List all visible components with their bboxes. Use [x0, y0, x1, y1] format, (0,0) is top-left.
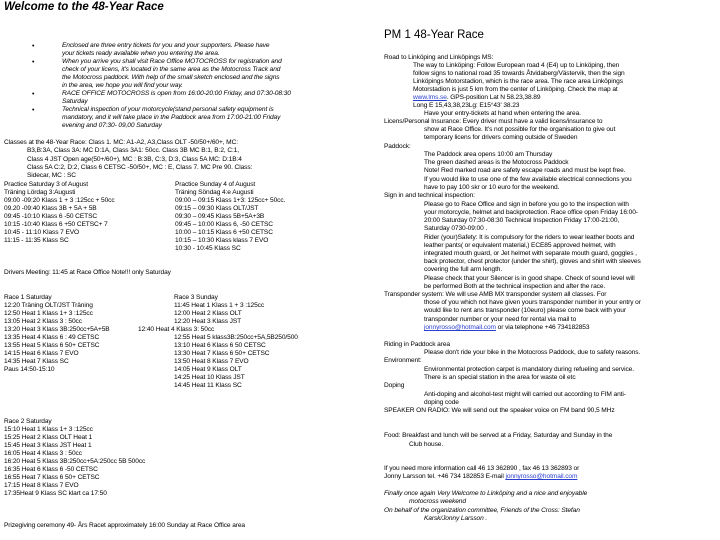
- practice-cell: 10:00 – 10:15 Klass 6 +50 CETSC: [175, 229, 273, 236]
- race-cell: 12:20 Heat 3 Klass JST: [174, 318, 242, 325]
- riding-line: Please don't ride your bike in the Motocross Paddock, due to safety reasons.: [424, 349, 641, 356]
- email-link-2[interactable]: jonnyrosso@hotmail.com: [505, 473, 578, 480]
- doping-heading: Doping: [384, 382, 405, 389]
- race-cell: 12:50 Heat 1 Klass 1+ 3 :125cc: [4, 310, 93, 317]
- classes-line: Class 5A C:2, D:2, Class 6 CETSC -50/50+, MC : E, Class 7. MC Pre 90. Class:: [27, 164, 253, 171]
- bullet-dot: •: [32, 91, 35, 98]
- practice-cell: 09:45 – 10:00 Klass 6, -50 CETSC: [175, 221, 273, 228]
- speaker-line: SPEAKER ON RADIO: We will send out the speaker voice on FM band 90,5 MHz: [384, 407, 615, 414]
- practice-cell: 09:30 – 09:45 Klass 5B+5A+3B: [175, 213, 265, 220]
- race2-line: 16:55 Heat 7 Klass 6 50+ CETSC: [4, 474, 100, 481]
- practice-cell: 10:15 -10:40 Klass 6 +50 CETSC+ 7: [4, 221, 108, 228]
- bullet-line: Saturday: [62, 98, 88, 105]
- food-line: Club house.: [409, 441, 444, 448]
- race-cell: Paus 14:50-15:10: [4, 366, 55, 373]
- left-title: Welcome to the 48-Year Race: [4, 1, 164, 13]
- bullet-line: Technical inspection of your motorcycle(stand personal safety equipment is: [62, 106, 274, 113]
- race-cell: 13:05 Heat 2 Klass 3 : 50cc: [4, 318, 82, 325]
- race-cell: 14:45 Heat 11 Klass SC: [174, 382, 242, 389]
- bullet-line: your tickets ready available when you entering the area.: [62, 50, 220, 57]
- road-line: follow signs to national road 35 towards Åtvidaberg/Västervik, then the sign: [413, 70, 625, 77]
- race-cell: 12:40 Heat 4 Klass 3: 50cc: [138, 326, 215, 333]
- sign-line: Please check that your Silencer is in good shape. Check of sound level will: [424, 275, 635, 282]
- contact-text: Jonny Larsson tel. +46 734 182853 E-mail: [384, 473, 506, 480]
- lms-link[interactable]: www.lms.se: [413, 94, 447, 101]
- paddock-line: Note! Red marked road are safety escape roads and must be kept free.: [424, 167, 626, 174]
- race2-line: 17:15 Heat 8 Klass 7 EVO: [4, 482, 79, 489]
- road-line: Linköpings Motorstadion, which is the race area. The race area Linköpings: [413, 78, 623, 85]
- sign-line: Rider (your)Safety: It is compulsory for the riders to wear leather boots and: [424, 234, 635, 241]
- bullet-line: check of your licens, it's located in the same area as the Motocross Track and: [62, 66, 281, 73]
- environment-line: There is an special station in the area for waste oil etc: [424, 374, 576, 381]
- race-cell: 12:55 Heat 5 klass3B:250cc+5A,5B250/500: [174, 334, 298, 341]
- race-cell: 13:20 Heat 3 Klass 3B:250cc+5A+5B: [4, 326, 110, 333]
- race-cell: 14:35 Heat 7 Klass SC: [4, 358, 69, 365]
- closing-line: Finally once again Very Welcome to Linköping and a nice and enjoyable: [384, 490, 588, 497]
- race2-line: 16:05 Heat 4 Klass 3 : 50cc: [4, 450, 82, 457]
- license-line: show at Race Office. It's not possible for the organisation to give out: [424, 126, 616, 133]
- bullet-line: RACE OFFICE MOTOCROSS is open from 16:00-20:00 Friday, and 07:30-08:30: [62, 90, 291, 97]
- paddock-line: The Paddock area opens 10:00 am Thursday: [424, 151, 553, 158]
- classes-line: Classes at the 48-Year Race: Class 1. MC: A1-A2, A3,Class OLT -50/50+/60+, MC:: [4, 139, 238, 146]
- practice-cell: 10:45 - 11:10 Klass 7 EVO: [4, 229, 80, 236]
- practice-cell: 09.20 -09:40 Klass 3B + 5A + 5B: [4, 205, 97, 212]
- practice-cell: Practice Sunday 4 of August: [175, 181, 256, 188]
- license-line: Have your entry-tickets at hand when entering the area.: [424, 110, 581, 117]
- race-cell: 13:10 Heat 6 Klass 6 50 CETSC: [174, 342, 266, 349]
- sign-heading: Sign in and technical inspection:: [384, 192, 475, 199]
- race-cell: 13:50 Heat 8 Klass 7 EVO: [174, 358, 249, 365]
- transponder-line: those of you which not have given yours transponder number in your entry or: [424, 299, 641, 306]
- race2-line: 17:35Heat 9 Klass SC klart ca 17:50: [4, 490, 107, 497]
- race-cell: 14:05 Heat 9 Klass OLT: [174, 366, 242, 373]
- phone-text: or via telephone +46 734182853: [495, 324, 590, 331]
- practice-cell: 10:15 – 10:30 Klass klass 7 EVO: [175, 237, 269, 244]
- paddock-line: The green dashed areas is the Motocross Paddock: [424, 159, 569, 166]
- practice-cell: 09:00 -09:20 Klass 1 + 3 :125cc + 50cc: [4, 197, 115, 204]
- paddock-line: have to pay 100 skr or 10 euro for the weekend.: [424, 184, 560, 191]
- environment-line: Environmental protection carpet is mandatory during refueling and service.: [424, 366, 634, 373]
- right-title: PM 1 48-Year Race: [384, 29, 484, 41]
- transponder-line: transponder number or your need for rental via mail to: [424, 316, 577, 323]
- bullet-line: the Motocross paddock. With help of the small sketch enclosed and the signs: [62, 74, 280, 81]
- practice-cell: Träning Lördag 3:Augusti: [4, 189, 76, 196]
- sign-line: Saturday 0730-09:00 .: [424, 225, 488, 232]
- doping-line: Anti-doping and alcohol-test might will carried out according to FIM anti-: [424, 391, 626, 398]
- sign-line: 20:00 Saturday 07:30-08:30 Technical Inspection Friday 17:00-21:00,: [424, 217, 620, 224]
- classes-line: Class 4 JST Open age(50+/60+), MC : B:3B, C:3, D:3, Class 5A MC: D:1B:4: [27, 156, 242, 163]
- prizegiving: Prizegiving ceremony 49- Års Racet approximately 16:00 Sunday at Race Office area: [4, 522, 246, 529]
- race2-line: 16:20 Heat 5 Klass 3B:250cc+5A:250cc 5B 500cc: [4, 458, 146, 465]
- bullet-dot: •: [32, 107, 35, 114]
- race-cell: 13:55 Heat 5 Klass 6 50+ CETSC: [4, 342, 100, 349]
- race-cell: 13:35 Heat 4 Klass 6 : 49 CETSC: [4, 334, 100, 341]
- race2-line: 15:45 Heat 3 Klass JST Heat 1: [4, 442, 92, 449]
- race-cell: 11:45 Heat 1 Klass 1 + 3 :125cc: [174, 302, 265, 309]
- race-cell: Race 1 Saturday: [4, 294, 52, 301]
- road-line: The way to Linköping: Follow European road 4 (E4) up to Linköping, then: [413, 62, 620, 69]
- race2-line: 15:25 Heat 2 Klass OLT Heat 1: [4, 434, 93, 441]
- road-heading: Road to Linköping and Linköpings MS:: [384, 54, 494, 61]
- practice-cell: Träning Söndag 4:e Augusti: [175, 189, 254, 196]
- practice-cell: 09:15 – 09:30 Klass OLT/JST: [175, 205, 259, 212]
- gps-line: [413, 94, 540, 102]
- bullet-dot: •: [32, 59, 35, 66]
- bullet-line: in the area, we hope you will find your way.: [62, 82, 183, 89]
- practice-cell: 11:15 - 11:35 Klass SC: [4, 237, 69, 244]
- sign-line: leather pants( or equivalent material,) ECE85 approved helmet, with: [424, 242, 616, 249]
- info-line-2: [384, 473, 577, 481]
- license-line: temporary licens for drivers coming outside of Sweden: [424, 134, 578, 141]
- closing-line: On behalf of the organization committee, Friends of the Cross: Stefan: [384, 507, 580, 514]
- closing-line: Karsk/Jonny Larsson .: [424, 515, 488, 522]
- race-cell: 13:30 Heat 7 Klass 6 50+ CETSC: [174, 350, 270, 357]
- practice-cell: 10:30 - 10:45 Klass SC: [175, 245, 241, 252]
- race-cell: 12:00 Heat 2 Klass OLT: [174, 310, 242, 317]
- doping-line: doping code: [424, 399, 459, 406]
- environment-heading: Environment:: [384, 357, 422, 364]
- practice-cell: 09:00 – 09:15 Klass 1+3: 125cc+ 50cc.: [175, 197, 286, 204]
- transponder-mail-line: [424, 324, 589, 332]
- riding-heading: Riding in Paddock area: [384, 341, 450, 348]
- bullet-line: When you arrive you shall visit Race Office MOTOCROSS for registration and: [62, 58, 282, 65]
- race-cell: 14:25 Heat 10 Klass JST: [174, 374, 245, 381]
- info-line: If you need more information call 46 13 362890 , fax 46 13 362893 or: [384, 465, 580, 472]
- paddock-heading: Paddock:: [384, 143, 411, 150]
- food-line: Food: Breakfast and lunch will be served at a Friday, Saturday and Sunday in the: [384, 432, 613, 439]
- drivers-meeting: Drivers Meeting: 11:45 at Race Office Note!!! only Saturday: [4, 269, 171, 276]
- practice-cell: Practice Saturday 3 of August: [4, 181, 88, 188]
- race-cell: 12:20 Träning OLT/JST Träning: [4, 302, 93, 309]
- bullet-dot: •: [32, 43, 35, 50]
- road-line: Motorstadion is just 5 km from the center of Linköping. Check the map at: [413, 86, 618, 93]
- bullet-line: Enclosed are three entry tickets for you and your supporters. Please have: [62, 42, 270, 49]
- license-heading: Licens/Personal Insurance: Every driver must have a valid licens/insurance to: [384, 118, 603, 125]
- race2-line: 15:10 Heat 1 Klass 1+ 3 :125cc: [4, 426, 93, 433]
- bullet-line: mandatory, and it will take place in the Paddock area from 17:00-21:00 Friday: [62, 114, 281, 121]
- race2-line: 16:35 Heat 6 Klass 6 -50 CETSC: [4, 466, 98, 473]
- sign-line: Please go to Race Office and sign in before you go to the inspection with: [424, 201, 629, 208]
- transponder-line: Transponder system: We will use AMB MX transponder system all classes. For: [384, 291, 607, 298]
- sign-line: back protector, chest protector (under the shirt), gloves and shirt with sleeves: [424, 258, 641, 265]
- sign-line: covering the full arm length.: [424, 266, 503, 273]
- race-cell: Race 3 Sunday: [174, 294, 218, 301]
- transponder-line: would like to rent ans transponder (10euro) please come back with your: [424, 307, 626, 314]
- classes-line: B3,B:3A, Class 3A: MC D:1A, Class 3A1: 50cc. Class 3B MC B:1, B:2, C:1,: [27, 147, 240, 154]
- race-cell: 14:15 Heat 6 Klass 7 EVO: [4, 350, 79, 357]
- race2-line: Race 2 Saturday: [4, 418, 52, 425]
- gps-long: Long E 15,43,38,23Lg: E15°43' 38.23: [413, 102, 520, 109]
- sign-line: your motorcycle, helmet and backprotection. Race office open Friday 16:00-: [424, 209, 638, 216]
- paddock-line: If you would like to use one of the few available electrical connections you: [424, 176, 632, 183]
- email-link[interactable]: jonnyrosso@hotmail.com: [424, 324, 496, 331]
- classes-line: Sidecar, MC : SC: [27, 172, 76, 179]
- sign-line: integrated mouth guard, or Jet helmet with separate mouth guard, goggles ,: [424, 250, 637, 257]
- practice-cell: 09:45 -10:10 Klass 6 -50 CETSC: [4, 213, 98, 220]
- bullet-line: evening and 07:30- 09,00 Saturday: [62, 122, 162, 129]
- gps-text: . GPS-position Lat N 58.23,38.89: [446, 94, 541, 101]
- sign-line: be performed Both at the technical inspection and after the race.: [424, 283, 606, 290]
- closing-line: motocross weekend: [409, 498, 466, 505]
